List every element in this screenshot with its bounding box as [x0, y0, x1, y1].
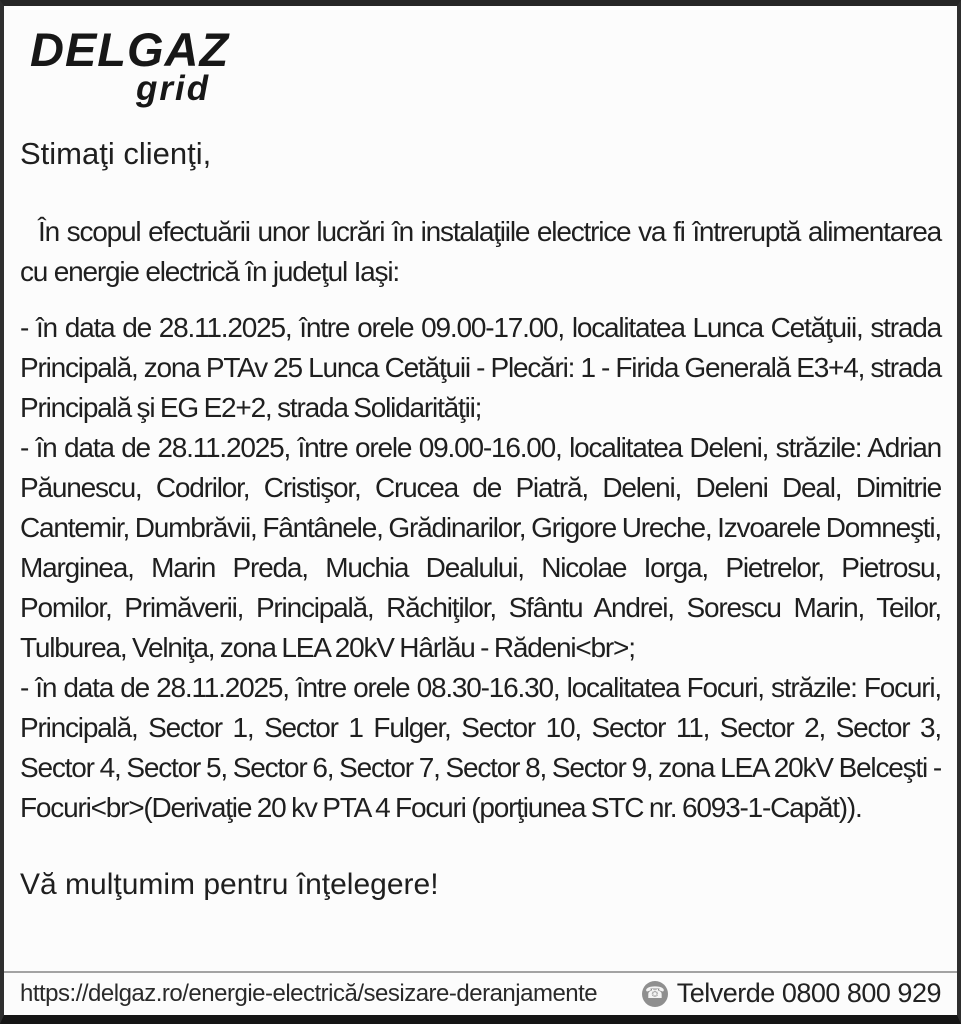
footer-bar — [4, 973, 957, 1015]
outage-item-deleni: - în data de 28.11.2025, între orele 09.00-16.00, localitatea Deleni, străzile: Adrian Păunescu, Codrilor, Cristişor, Crucea de Piatră, Deleni, Deleni Deal, Dimitrie Cantemir, Dumbrăvii, Fântânele, Grădinarilor, Grigore Ureche, Izvoarele Domneşti, Marginea, Marin Preda, Muchia Dealului, Nicolae Iorga, Pietrelor, Pietrosu, Pomilor, Primăverii, Principală, Răchiţilor, Sfântu Andrei, Sorescu Marin, Teilor, Tulburea, Velniţa, zona LEA 20kV Hârlău - Rădeni<br>; — [20, 432, 941, 663]
footer-url-text: https://delgaz.ro/energie-electrică/sesizare-deranjamente — [20, 979, 598, 1007]
telverde-contact — [642, 978, 941, 1009]
greeting-text: Stimaţi clienţi, — [20, 136, 212, 171]
outage-item-lunca-cetatuii: - în data de 28.11.2025, între orele 09.00-17.00, localitatea Lunca Cetăţuii, strada Principală, zona PTAv 25 Lunca Cetăţuii - Plecări: 1 - Firida Generală E3+4, strada Principală şi EG E2+2, strada Solidarităţii; — [20, 312, 941, 423]
intro-paragraph: În scopul efectuării unor lucrări în instalaţiile electrice va fi întreruptă alimentarea cu energie electrică în judeţul Iaşi: — [20, 216, 941, 287]
delgaz-grid-logo — [30, 23, 957, 108]
outage-item-focuri: - în data de 28.11.2025, între orele 08.30-16.30, localitatea Focuri, străzile: Focuri, Principală, Sector 1, Sector 1 Fulger, Sector 10, Sector 11, Sector 2, Sector 3, Sector 4, Sector 5, Sector 6, Sector 7, Sector 8, Sector 9, zona LEA 20kV Belceşti - Focuri<br>(Derivaţie 20 kv PTA 4 Focuri (porţiunea STC nr. 6093-1-Capăt)). — [20, 672, 941, 823]
outage-list — [20, 308, 941, 828]
telephone-icon: ☎ — [642, 981, 668, 1007]
closing-text: Vă mulţumim pentru înţelegere! — [20, 868, 439, 901]
logo-sub-text: grid — [136, 69, 211, 108]
telverde-label: Telverde 0800 800 929 — [676, 978, 941, 1008]
logo-brand-text: DELGAZ — [30, 23, 230, 76]
